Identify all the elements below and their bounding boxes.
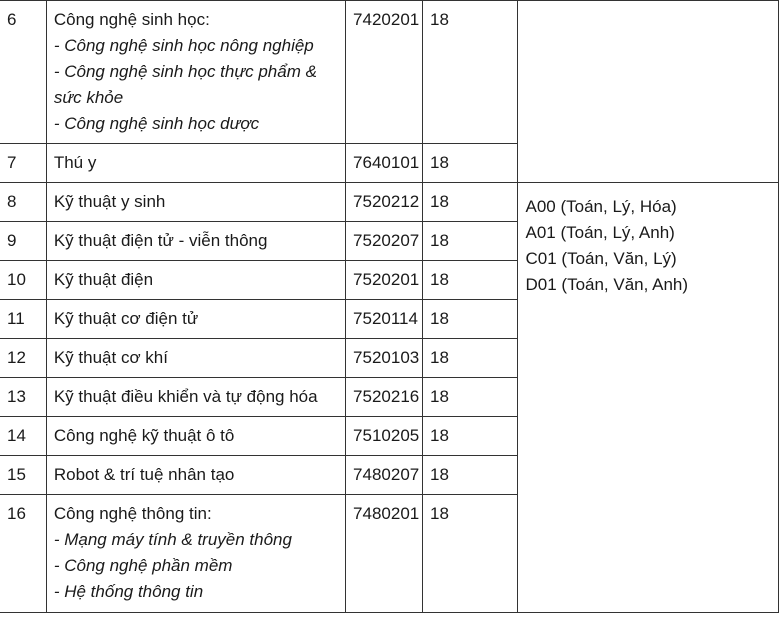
major-name-cell: Thú y (46, 144, 345, 183)
stt-cell: 10 (0, 261, 46, 300)
code-cell: 7520201 (346, 261, 423, 300)
score-cell: 18 (423, 183, 517, 222)
major-name-cell: Kỹ thuật cơ điện tử (46, 300, 345, 339)
stt-cell: 15 (0, 456, 46, 495)
major-name: Công nghệ sinh học: (53, 10, 210, 29)
sub-major: - Công nghệ sinh học nông nghiệp (53, 36, 314, 55)
sub-major: - Công nghệ phần mềm (53, 556, 233, 575)
stt-cell: 6 (0, 1, 46, 144)
code-cell: 7520216 (346, 378, 423, 417)
stt-cell: 11 (0, 300, 46, 339)
code-cell: 7520212 (346, 183, 423, 222)
sub-major: - Mạng máy tính & truyền thông (53, 530, 292, 549)
subject-combos-cell (517, 183, 779, 613)
stt-cell: 9 (0, 222, 46, 261)
score-cell: 18 (423, 144, 517, 183)
sub-major: - Hệ thống thông tin (53, 582, 204, 601)
major-name-cell: Kỹ thuật điện (46, 261, 345, 300)
score-cell: 18 (423, 495, 517, 613)
major-name-cell: Kỹ thuật điện tử - viễn thông (46, 222, 345, 261)
major-name-cell: Kỹ thuật y sinh (46, 183, 345, 222)
sub-major: - Công nghệ sinh học thực phẩm & (53, 62, 317, 81)
combo-cell-empty (517, 1, 779, 183)
score-cell: 18 (423, 378, 517, 417)
code-cell: 7480201 (346, 495, 423, 613)
code-cell: 7510205 (346, 417, 423, 456)
subject-combo: A00 (Toán, Lý, Hóa) (525, 197, 677, 216)
stt-cell: 16 (0, 495, 46, 613)
major-name-cell (46, 495, 345, 613)
score-cell: 18 (423, 417, 517, 456)
sub-major: sức khỏe (53, 88, 124, 107)
score-cell: 18 (423, 222, 517, 261)
major-name: Công nghệ thông tin: (53, 504, 212, 523)
score-cell: 18 (423, 1, 517, 144)
code-cell: 7520207 (346, 222, 423, 261)
score-cell: 18 (423, 300, 517, 339)
code-cell: 7640101 (346, 144, 423, 183)
stt-cell: 8 (0, 183, 46, 222)
major-name-cell: Robot & trí tuệ nhân tạo (46, 456, 345, 495)
score-cell: 18 (423, 339, 517, 378)
score-cell: 18 (423, 456, 517, 495)
code-cell: 7520103 (346, 339, 423, 378)
stt-cell: 13 (0, 378, 46, 417)
subject-combo: A01 (Toán, Lý, Anh) (525, 223, 675, 242)
major-name-cell (46, 1, 345, 144)
sub-major: - Công nghệ sinh học dược (53, 114, 260, 133)
major-name-cell: Công nghệ kỹ thuật ô tô (46, 417, 345, 456)
table-row (0, 1, 779, 144)
code-cell: 7520114 (346, 300, 423, 339)
major-name-cell: Kỹ thuật cơ khí (46, 339, 345, 378)
stt-cell: 14 (0, 417, 46, 456)
code-cell: 7420201 (346, 1, 423, 144)
table-row (0, 183, 779, 222)
score-cell: 18 (423, 261, 517, 300)
subject-combo: D01 (Toán, Văn, Anh) (525, 275, 689, 294)
stt-cell: 7 (0, 144, 46, 183)
stt-cell: 12 (0, 339, 46, 378)
major-name-cell: Kỹ thuật điều khiển và tự động hóa (46, 378, 345, 417)
subject-combo: C01 (Toán, Văn, Lý) (525, 249, 677, 268)
code-cell: 7480207 (346, 456, 423, 495)
